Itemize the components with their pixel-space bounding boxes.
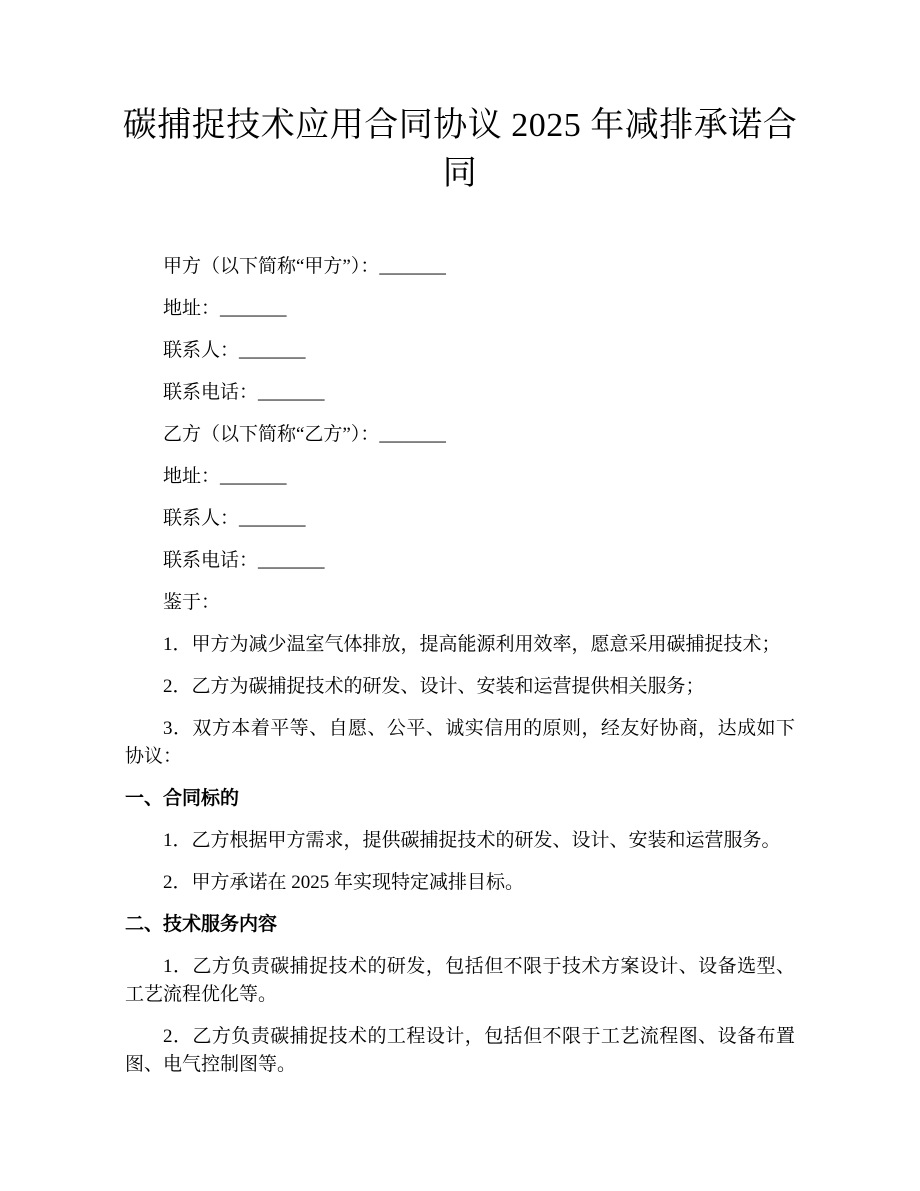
doc-paragraph: 2．乙方为碳捕捉技术的研发、设计、安装和运营提供相关服务；	[163, 676, 705, 697]
section-heading: 一、合同标的	[125, 788, 240, 809]
document-title: 碳捕捉技术应用合同协议 2025 年减排承诺合同	[122, 107, 798, 192]
doc-paragraph: 地址：_______	[163, 466, 287, 487]
doc-paragraph: 联系人：_______	[163, 508, 306, 529]
doc-paragraph: 鉴于：	[163, 592, 221, 613]
doc-paragraph: 甲方（以下简称“甲方”）：_______	[163, 256, 446, 277]
doc-paragraph: 1．乙方负责碳捕捉技术的研发，包括但不限于技术方案设计、设备选型、工艺流程优化等。	[125, 956, 795, 1005]
doc-paragraph: 2．甲方承诺在 2025 年实现特定减排目标。	[163, 872, 525, 893]
doc-paragraph: 2．乙方负责碳捕捉技术的工程设计，包括但不限于工艺流程图、设备布置图、电气控制图等。	[125, 1026, 795, 1075]
doc-paragraph: 联系电话：_______	[163, 550, 325, 571]
doc-paragraph: 联系人：_______	[163, 340, 306, 361]
doc-paragraph: 乙方（以下简称“乙方”）：_______	[163, 424, 446, 445]
section-heading: 二、技术服务内容	[125, 914, 278, 935]
doc-paragraph: 3．双方本着平等、自愿、公平、诚实信用的原则，经友好协商，达成如下协议：	[125, 718, 795, 767]
doc-paragraph: 1．甲方为减少温室气体排放，提高能源利用效率，愿意采用碳捕捉技术；	[163, 634, 781, 655]
doc-paragraph: 1．乙方根据甲方需求，提供碳捕捉技术的研发、设计、安装和运营服务。	[163, 830, 781, 851]
doc-paragraph: 联系电话：_______	[163, 382, 325, 403]
doc-paragraph: 地址：_______	[163, 298, 287, 319]
document-content	[125, 253, 795, 1079]
